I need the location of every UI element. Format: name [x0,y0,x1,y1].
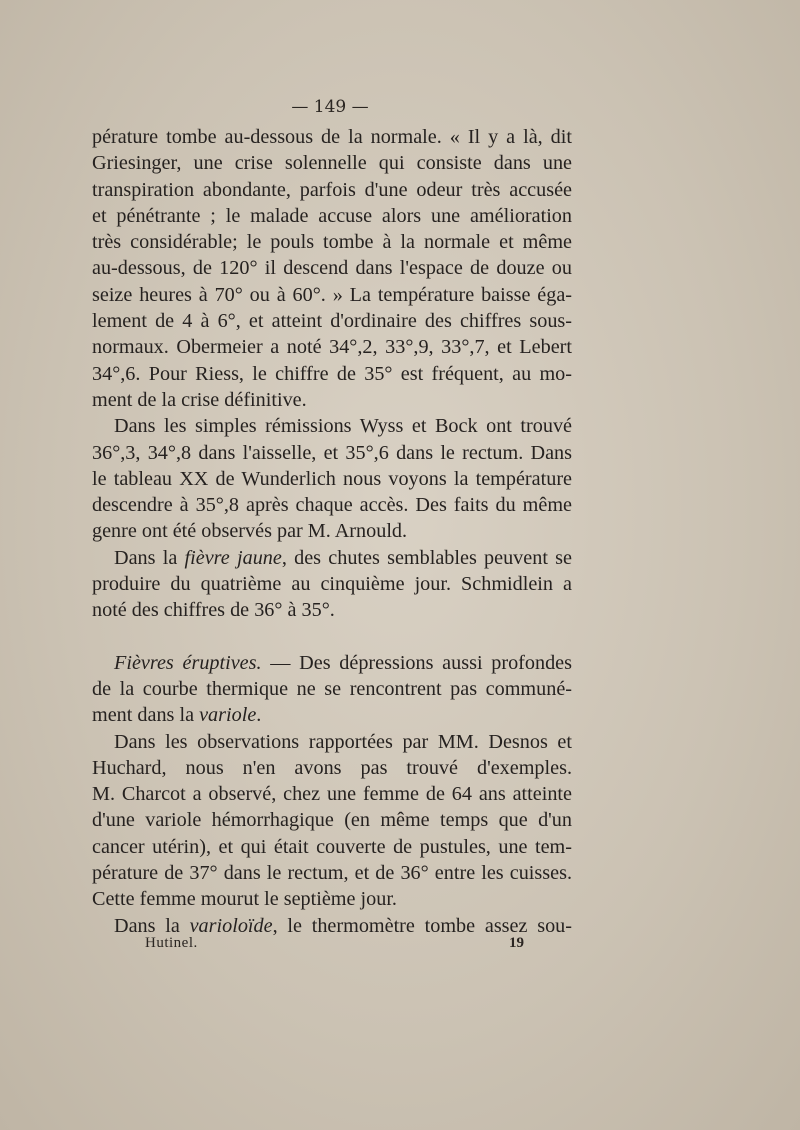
text-line: noté des chiffres de 36° à 35°. [92,599,335,622]
paragraph [92,124,572,413]
paragraph [92,413,572,544]
text-line: descendre à 35°,8 après chaque accès. Des faits du même [92,494,572,517]
text-fragment: . [256,704,262,727]
text-line: 36°,3, 34°,8 dans l'aisselle, et 35°,6 dans le rectum. Dans [92,441,572,464]
text-line: de la courbe thermique ne se rencontrent pas communé- [92,677,572,700]
text-line: cancer utérin), et qui était couverte de pustules, une tem- [92,835,572,858]
italic-term: fièvre jaune [184,546,282,569]
text-line [92,702,572,728]
text-line: lement de 4 à 6°, et atteint d'ordinaire des chiffres sous- [92,310,572,333]
text-line: et pénétrante ; le malade accuse alors une amélioration [92,204,572,227]
text-line [92,650,572,676]
italic-term: varioloïde [189,914,273,937]
body-text [92,124,572,939]
text-line: 34°,6. Pour Riess, le chiffre de 35° est fréquent, au mo- [92,362,572,385]
text-line: ment de la crise définitive. [92,388,307,411]
text-line: Griesinger, une crise solennelle qui consiste dans une [92,152,572,175]
text-line: Cette femme mourut le septième jour. [92,888,397,911]
text-line: genre ont été observés par M. Arnould. [92,520,408,543]
text-line: seize heures à 70° ou à 60°. » La température baisse éga- [92,283,572,306]
text-fragment: Dans la [114,546,185,569]
text-line: normaux. Obermeier a noté 34°,2, 33°,9, 33°,7, et Lebert [92,336,572,359]
text-line: Huchard, nous n'en avons pas trouvé d'exemples. [92,756,572,779]
text-line: produire du quatrième au cinquième jour. Schmidlein a [92,573,572,596]
text-line: le tableau XX de Wunderlich nous voyons la température [92,467,572,490]
paragraph [92,729,572,913]
text-line: transpiration abondante, parfois d'une odeur très accusée [92,178,572,201]
section-gap [92,624,572,650]
section-heading: Fièvres éruptives. [114,651,262,674]
text-fragment: — Des dépressions aussi profondes [261,651,572,674]
text-line: au-dessous, de 120° il descend dans l'espace de douze ou [92,257,572,280]
sheet-number: 19 [509,935,524,951]
text-line: pérature de 37° dans le rectum, et de 36° entre les cuisses. [92,862,572,885]
signature-mark: Hutinel. [145,935,198,951]
text-fragment: ment dans la [92,704,200,727]
text-fragment: , des chutes semblables peuvent se [281,546,572,569]
text-line: pérature tombe au-dessous de la normale. « Il y a là, dit [92,126,572,148]
italic-term: variole [199,704,257,727]
paragraph [92,545,572,624]
page-number: — 149 — [291,97,369,117]
text-line: d'une variole hémorrhagique (en même temps que d'un [92,809,572,832]
paragraph [92,650,572,729]
text-line [92,545,572,571]
text-fragment: , le thermomètre tombe assez sou- [272,914,572,937]
text-line: M. Charcot a observé, chez une femme de 64 ans atteinte [92,783,572,806]
text-line: très considérable; le pouls tombe à la normale et même [92,231,572,254]
text-fragment: Dans la [114,914,190,937]
text-line: Dans les observations rapportées par MM. Desnos et [114,730,572,753]
text-line: Dans les simples rémissions Wyss et Bock ont trouvé [114,415,572,438]
